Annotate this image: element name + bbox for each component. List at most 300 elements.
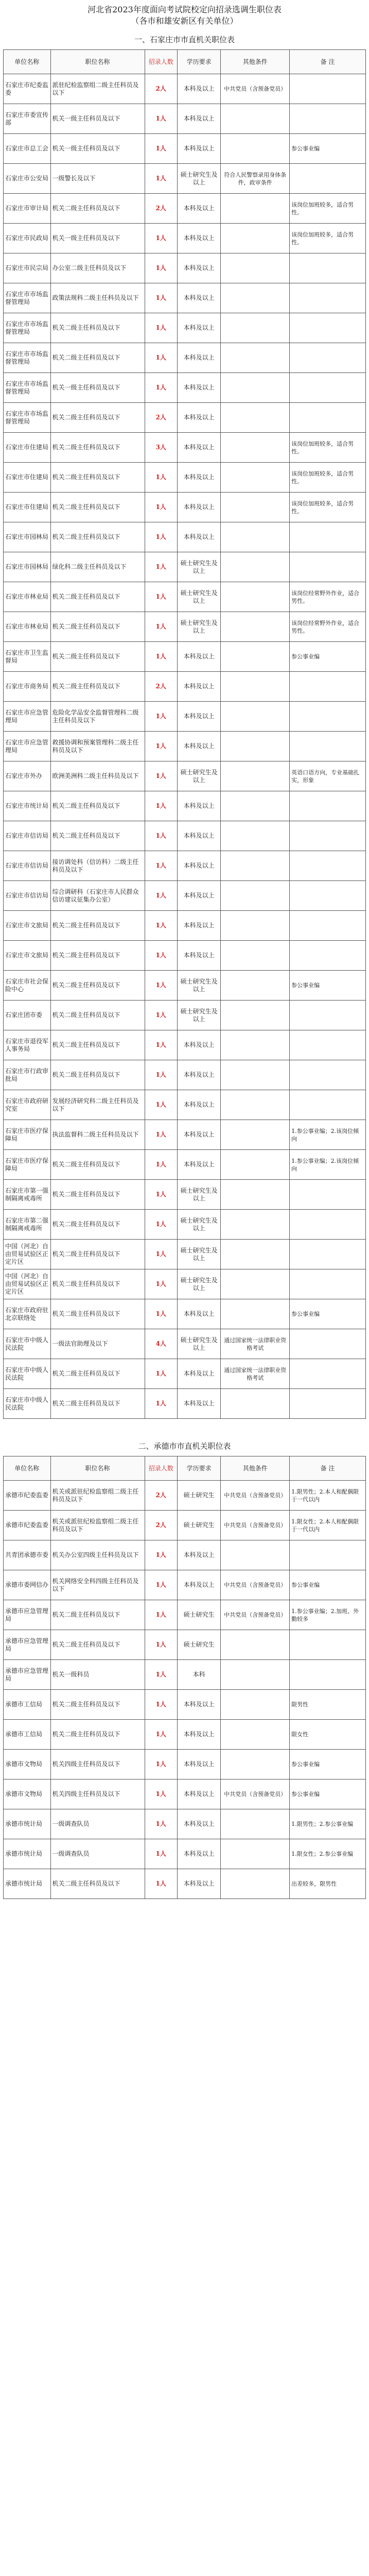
cell-other [221, 1540, 290, 1570]
cell-note [290, 1090, 366, 1120]
table-row [4, 224, 366, 253]
cell-other [221, 881, 290, 911]
cell-count: 1人 [145, 1809, 177, 1839]
table-row [4, 1660, 366, 1690]
cell-other [221, 702, 290, 732]
table-row [4, 403, 366, 433]
cell-education: 硕士研究生及以上 [177, 1180, 220, 1210]
cell-unit: 石家庄市市场监督管理局 [4, 343, 51, 373]
cell-count: 1人 [145, 1030, 177, 1060]
cell-other [221, 1809, 290, 1839]
table-row [4, 1150, 366, 1180]
cell-count: 1人 [145, 224, 177, 253]
cell-education: 本科及以上 [177, 253, 220, 283]
cell-unit: 石家庄市医疗保障局 [4, 1120, 51, 1150]
table-row [4, 104, 366, 134]
cell-other [221, 224, 290, 253]
cell-position: 欧洲美洲科二级主任科员及以下 [50, 761, 145, 791]
cell-position: 机关二级主任科员及以下 [50, 1359, 145, 1389]
cell-position: 机关二级主任科员及以下 [50, 1210, 145, 1240]
cell-other [221, 134, 290, 164]
cell-unit: 承德市文物局 [4, 1750, 51, 1780]
table-row [4, 194, 366, 224]
cell-count: 1人 [145, 761, 177, 791]
cell-unit: 石家庄市公安局 [4, 164, 51, 194]
cell-education: 本科及以上 [177, 1120, 220, 1150]
cell-other: 中共党员（含预备党员） [221, 1600, 290, 1630]
cell-count: 1人 [145, 343, 177, 373]
table-row [4, 1120, 366, 1150]
cell-position: 机关一级主任科员及以下 [50, 224, 145, 253]
cell-unit: 中国（河北）自由贸易试验区正定片区 [4, 1269, 51, 1299]
cell-other [221, 1210, 290, 1240]
cell-count: 1人 [145, 1540, 177, 1570]
table-row [4, 761, 366, 791]
cell-unit: 石家庄市园林局 [4, 552, 51, 582]
cell-education: 本科及以上 [177, 821, 220, 851]
table-row [4, 1240, 366, 1269]
cell-education: 硕士研究生及以上 [177, 552, 220, 582]
header-note: 备 注 [290, 1456, 366, 1481]
cell-unit: 承德市统计局 [4, 1839, 51, 1869]
cell-education: 本科及以上 [177, 224, 220, 253]
table-row [4, 1809, 366, 1839]
cell-education: 本科及以上 [177, 1359, 220, 1389]
cell-education: 硕士研究生及以上 [177, 761, 220, 791]
cell-education: 硕士研究生 [177, 1600, 220, 1630]
table-row [4, 1329, 366, 1359]
cell-education: 本科及以上 [177, 403, 220, 433]
cell-other: 中共党员（含预备党员） [221, 1481, 290, 1511]
cell-other [221, 522, 290, 552]
cell-position: 机关二级主任科员及以下 [50, 403, 145, 433]
cell-other [221, 582, 290, 612]
cell-education: 本科及以上 [177, 1690, 220, 1720]
cell-unit: 石家庄市社会保险中心 [4, 971, 51, 1001]
cell-other [221, 672, 290, 702]
cell-unit: 石家庄市市场监督管理局 [4, 403, 51, 433]
cell-note: 该岗位经常野外作业，适合男性。 [290, 612, 366, 642]
cell-note [290, 104, 366, 134]
cell-unit: 石家庄市民宗局 [4, 253, 51, 283]
cell-note [290, 74, 366, 104]
cell-count: 1人 [145, 1180, 177, 1210]
table-row [4, 493, 366, 522]
cell-other: 中共党员（含预备党员） [221, 1780, 290, 1809]
cell-other [221, 1269, 290, 1299]
table-row [4, 343, 366, 373]
cell-note [290, 1269, 366, 1299]
header-other: 其他条件 [221, 50, 290, 74]
cell-education: 本科及以上 [177, 1030, 220, 1060]
cell-education: 本科及以上 [177, 283, 220, 313]
cell-count: 1人 [145, 463, 177, 493]
cell-position: 机关一级主任科员及以下 [50, 373, 145, 403]
table-row [4, 732, 366, 761]
cell-unit: 石家庄市委宣传部 [4, 104, 51, 134]
cell-unit: 石家庄市政府研究室 [4, 1090, 51, 1120]
header-position: 职位名称 [50, 1456, 145, 1481]
cell-note [290, 283, 366, 313]
cell-note: 1.限女性；2.参公事业编 [290, 1839, 366, 1869]
cell-note: 1.参公事业编；2.该岗位倾向 [290, 1120, 366, 1150]
section-title: 二、承德市市直机关职位表 [138, 1442, 231, 1451]
table-row [4, 1090, 366, 1120]
cell-education: 本科及以上 [177, 941, 220, 971]
cell-count: 1人 [145, 313, 177, 343]
table-row [4, 582, 366, 612]
cell-unit: 石家庄市林业局 [4, 582, 51, 612]
cell-note [290, 1030, 366, 1060]
cell-unit: 石家庄市总工会 [4, 134, 51, 164]
header-education: 学历要求 [177, 50, 220, 74]
cell-other: 中共党员（含预备党员） [221, 74, 290, 104]
cell-note [290, 791, 366, 821]
cell-note: 参公事业编 [290, 642, 366, 672]
cell-count: 1人 [145, 1120, 177, 1150]
table-row [4, 1269, 366, 1299]
cell-unit: 石家庄团市委 [4, 1001, 51, 1030]
cell-education: 硕士研究生及以上 [177, 582, 220, 612]
cell-education: 本科及以上 [177, 911, 220, 941]
table-row [4, 1511, 366, 1540]
table-row [4, 1030, 366, 1060]
table-row [4, 851, 366, 881]
table-row [4, 552, 366, 582]
cell-other [221, 791, 290, 821]
cell-position: 机关二级主任科员及以下 [50, 1299, 145, 1329]
cell-position: 机关二级主任科员及以下 [50, 1869, 145, 1899]
cell-education: 硕士研究生及以上 [177, 1240, 220, 1269]
table-row [4, 1750, 366, 1780]
cell-count: 1人 [145, 1060, 177, 1090]
cell-position: 机关二级主任科员及以下 [50, 791, 145, 821]
cell-note: 该岗位经常野外作业，适合男性。 [290, 582, 366, 612]
cell-note: 参公事业编 [290, 134, 366, 164]
cell-count: 1人 [145, 283, 177, 313]
cell-position: 机关二级主任科员及以下 [50, 642, 145, 672]
cell-education: 本科及以上 [177, 1570, 220, 1600]
table-row [4, 1780, 366, 1809]
cell-education: 本科及以上 [177, 313, 220, 343]
cell-position: 机关二级主任科员及以下 [50, 433, 145, 463]
cell-unit: 承德市应急管理局 [4, 1660, 51, 1690]
cell-other [221, 552, 290, 582]
cell-unit: 承德市应急管理局 [4, 1600, 51, 1630]
cell-position: 机关二级主任科员及以下 [50, 1180, 145, 1210]
cell-unit: 石家庄市市场监督管理局 [4, 313, 51, 343]
cell-other [221, 1001, 290, 1030]
cell-note: 参公事业编 [290, 1750, 366, 1780]
cell-count: 1人 [145, 493, 177, 522]
cell-count: 1人 [145, 1750, 177, 1780]
cell-other [221, 194, 290, 224]
cell-note [290, 1630, 366, 1660]
cell-other [221, 971, 290, 1001]
table-row [4, 1210, 366, 1240]
cell-other [221, 433, 290, 463]
cell-count: 1人 [145, 612, 177, 642]
cell-count: 2人 [145, 672, 177, 702]
cell-note [290, 1001, 366, 1030]
cell-unit: 石家庄市文旅局 [4, 941, 51, 971]
cell-other [221, 1150, 290, 1180]
document-title [3, 4, 366, 27]
cell-unit: 石家庄市中级人民法院 [4, 1329, 51, 1359]
cell-note [290, 1060, 366, 1090]
cell-note: 该岗位加班较多，适合男性。 [290, 463, 366, 493]
section-title: 一、石家庄市市直机关职位表 [134, 35, 235, 44]
cell-education: 本科及以上 [177, 791, 220, 821]
cell-education: 本科及以上 [177, 1299, 220, 1329]
cell-count: 1人 [145, 134, 177, 164]
table-row [4, 881, 366, 911]
cell-note: 参公事业编 [290, 1299, 366, 1329]
table-row [4, 1001, 366, 1030]
table-row [4, 253, 366, 283]
cell-note [290, 552, 366, 582]
cell-unit: 石家庄市行政审批局 [4, 1060, 51, 1090]
cell-position: 机关二级主任科员及以下 [50, 522, 145, 552]
cell-unit: 石家庄市园林局 [4, 522, 51, 552]
cell-education: 本科及以上 [177, 1780, 220, 1809]
cell-other [221, 104, 290, 134]
cell-other [221, 1299, 290, 1329]
cell-education: 本科及以上 [177, 1090, 220, 1120]
cell-note: 参公事业编 [290, 1780, 366, 1809]
cell-position: 机关二级主任科员及以下 [50, 1001, 145, 1030]
table-row [4, 433, 366, 463]
table-row [4, 522, 366, 552]
cell-count: 1人 [145, 791, 177, 821]
cell-position: 机关二级主任科员及以下 [50, 313, 145, 343]
cell-note [290, 373, 366, 403]
header-count: 招录人数 [145, 50, 177, 74]
table-row [4, 1869, 366, 1899]
cell-unit: 承德市应急管理局 [4, 1630, 51, 1660]
cell-count: 1人 [145, 373, 177, 403]
cell-education: 本科及以上 [177, 104, 220, 134]
cell-other [221, 283, 290, 313]
cell-note: 1.限男性；2.参公事业编 [290, 1809, 366, 1839]
cell-count: 1人 [145, 1090, 177, 1120]
cell-unit: 石家庄市住建局 [4, 433, 51, 463]
cell-note [290, 253, 366, 283]
cell-education: 本科及以上 [177, 851, 220, 881]
cell-education: 本科及以上 [177, 1809, 220, 1839]
cell-note: 该岗位加班较多，适合男性。 [290, 194, 366, 224]
table-row [4, 463, 366, 493]
header-count: 招录人数 [145, 1456, 177, 1481]
positions-table [3, 49, 366, 1419]
cell-unit: 石家庄市林业局 [4, 612, 51, 642]
cell-other [221, 1120, 290, 1150]
cell-count: 1人 [145, 552, 177, 582]
cell-unit: 石家庄市中级人民法院 [4, 1389, 51, 1419]
cell-count: 1人 [145, 1600, 177, 1630]
cell-count: 3人 [145, 433, 177, 463]
cell-count: 1人 [145, 1001, 177, 1030]
cell-position: 机关或派驻纪检监察组二级主任科员及以下 [50, 1511, 145, 1540]
cell-education: 本科及以上 [177, 493, 220, 522]
cell-unit: 石家庄市商务局 [4, 672, 51, 702]
cell-unit: 石家庄市第一强制隔离戒毒所 [4, 1180, 51, 1210]
table-row [4, 373, 366, 403]
cell-other [221, 821, 290, 851]
cell-note [290, 343, 366, 373]
cell-education: 本科及以上 [177, 642, 220, 672]
header-education: 学历要求 [177, 1456, 220, 1481]
cell-other [221, 732, 290, 761]
cell-unit: 石家庄市市场监督管理局 [4, 283, 51, 313]
table-row [4, 134, 366, 164]
cell-count: 2人 [145, 74, 177, 104]
sections-container [3, 30, 366, 1899]
cell-position: 机关或派驻纪检监察组二级主任科员及以下 [50, 1481, 145, 1511]
cell-position: 综合调研科（石家庄市人民群众信访建议征集办公室） [50, 881, 145, 911]
cell-education: 硕士研究生及以上 [177, 164, 220, 194]
cell-note: 限女性 [290, 1720, 366, 1750]
cell-position: 一级法官助理及以下 [50, 1329, 145, 1359]
cell-count: 2人 [145, 403, 177, 433]
cell-unit: 石家庄市第二强制隔离戒毒所 [4, 1210, 51, 1240]
cell-other [221, 911, 290, 941]
cell-note [290, 1240, 366, 1269]
cell-education: 本科及以上 [177, 134, 220, 164]
cell-count: 1人 [145, 1869, 177, 1899]
table-row [4, 612, 366, 642]
cell-note [290, 941, 366, 971]
cell-note [290, 1180, 366, 1210]
cell-other [221, 1090, 290, 1120]
cell-position: 一级调查队员 [50, 1809, 145, 1839]
cell-position: 机关二级主任科员及以下 [50, 1269, 145, 1299]
cell-other [221, 403, 290, 433]
table-row [4, 971, 366, 1001]
cell-education: 本科及以上 [177, 1060, 220, 1090]
cell-count: 1人 [145, 941, 177, 971]
cell-position: 机关二级主任科员及以下 [50, 911, 145, 941]
cell-note [290, 732, 366, 761]
cell-education: 硕士研究生及以上 [177, 1210, 220, 1240]
cell-unit: 承德市统计局 [4, 1809, 51, 1839]
cell-education: 本科及以上 [177, 343, 220, 373]
table-row [4, 1481, 366, 1511]
cell-unit: 承德市工信局 [4, 1690, 51, 1720]
cell-note: 该岗位加班较多，适合男性。 [290, 433, 366, 463]
cell-education: 本科 [177, 1660, 220, 1690]
cell-education: 本科及以上 [177, 672, 220, 702]
cell-position: 机关二级主任科员及以下 [50, 1150, 145, 1180]
cell-position: 机关二级主任科员及以下 [50, 463, 145, 493]
cell-note [290, 881, 366, 911]
cell-count: 1人 [145, 1570, 177, 1600]
cell-count: 1人 [145, 881, 177, 911]
cell-note: 该岗位加班较多，适合男性。 [290, 493, 366, 522]
cell-position: 绿化科二级主任科员及以下 [50, 552, 145, 582]
table-row [4, 1600, 366, 1630]
cell-count: 1人 [145, 851, 177, 881]
cell-unit: 石家庄市民政局 [4, 224, 51, 253]
cell-unit: 石家庄市住建局 [4, 463, 51, 493]
cell-position: 一级调查队员 [50, 1839, 145, 1869]
cell-count: 1人 [145, 702, 177, 732]
table-row [4, 1630, 366, 1660]
table-row [4, 1720, 366, 1750]
cell-count: 1人 [145, 642, 177, 672]
table-row [4, 911, 366, 941]
cell-note [290, 1210, 366, 1240]
cell-note: 参公事业编 [290, 1570, 366, 1600]
title-line-2: （各市和雄安新区有关单位） [131, 16, 238, 26]
cell-position: 发展经济研究科二级主任科员及以下 [50, 1090, 145, 1120]
cell-unit: 石家庄市信访局 [4, 821, 51, 851]
cell-unit: 石家庄市退役军人事务局 [4, 1030, 51, 1060]
cell-count: 1人 [145, 1720, 177, 1750]
cell-count: 2人 [145, 1511, 177, 1540]
cell-note [290, 851, 366, 881]
cell-education: 本科及以上 [177, 1389, 220, 1419]
cell-note [290, 403, 366, 433]
cell-count: 2人 [145, 194, 177, 224]
cell-position: 办公室二级主任科员及以下 [50, 253, 145, 283]
cell-education: 硕士研究生 [177, 1481, 220, 1511]
cell-position: 机关二级主任科员及以下 [50, 1030, 145, 1060]
cell-note [290, 1359, 366, 1389]
cell-count: 1人 [145, 821, 177, 851]
cell-count: 1人 [145, 1240, 177, 1269]
cell-education: 本科及以上 [177, 881, 220, 911]
cell-education: 硕士研究生及以上 [177, 1329, 220, 1359]
cell-note: 参公事业编 [290, 971, 366, 1001]
cell-unit: 石家庄市信访局 [4, 851, 51, 881]
cell-unit: 承德市委网信办 [4, 1570, 51, 1600]
table-row [4, 1060, 366, 1090]
cell-note [290, 821, 366, 851]
cell-count: 1人 [145, 1780, 177, 1809]
cell-other [221, 642, 290, 672]
cell-note: 出差较多，限男性 [290, 1869, 366, 1899]
cell-count: 1人 [145, 1690, 177, 1720]
table-row [4, 1690, 366, 1720]
cell-count: 1人 [145, 971, 177, 1001]
cell-other [221, 1750, 290, 1780]
cell-unit: 承德市统计局 [4, 1869, 51, 1899]
cell-position: 救援协调和预案管理科二级主任科员及以下 [50, 732, 145, 761]
table-row [4, 313, 366, 343]
cell-unit: 石家庄市信访局 [4, 881, 51, 911]
cell-education: 本科及以上 [177, 702, 220, 732]
cell-position: 机关二级主任科员及以下 [50, 493, 145, 522]
cell-education: 本科及以上 [177, 1869, 220, 1899]
cell-education: 本科及以上 [177, 1720, 220, 1750]
cell-other [221, 761, 290, 791]
cell-other [221, 941, 290, 971]
cell-note: 1.限女性；2.本人和配偶限于一代以内 [290, 1511, 366, 1540]
cell-note [290, 672, 366, 702]
cell-position: 机关二级主任科员及以下 [50, 1690, 145, 1720]
cell-unit: 石家庄市应急管理局 [4, 732, 51, 761]
cell-note [290, 313, 366, 343]
cell-education: 硕士研究生及以上 [177, 612, 220, 642]
table-row [4, 1180, 366, 1210]
cell-other [221, 1720, 290, 1750]
cell-position: 机关网络安全科四级主任科员及以下 [50, 1570, 145, 1600]
cell-other [221, 1690, 290, 1720]
cell-other [221, 1030, 290, 1060]
cell-unit: 石家庄市纪委监委 [4, 74, 51, 104]
cell-education: 硕士研究生及以上 [177, 1001, 220, 1030]
